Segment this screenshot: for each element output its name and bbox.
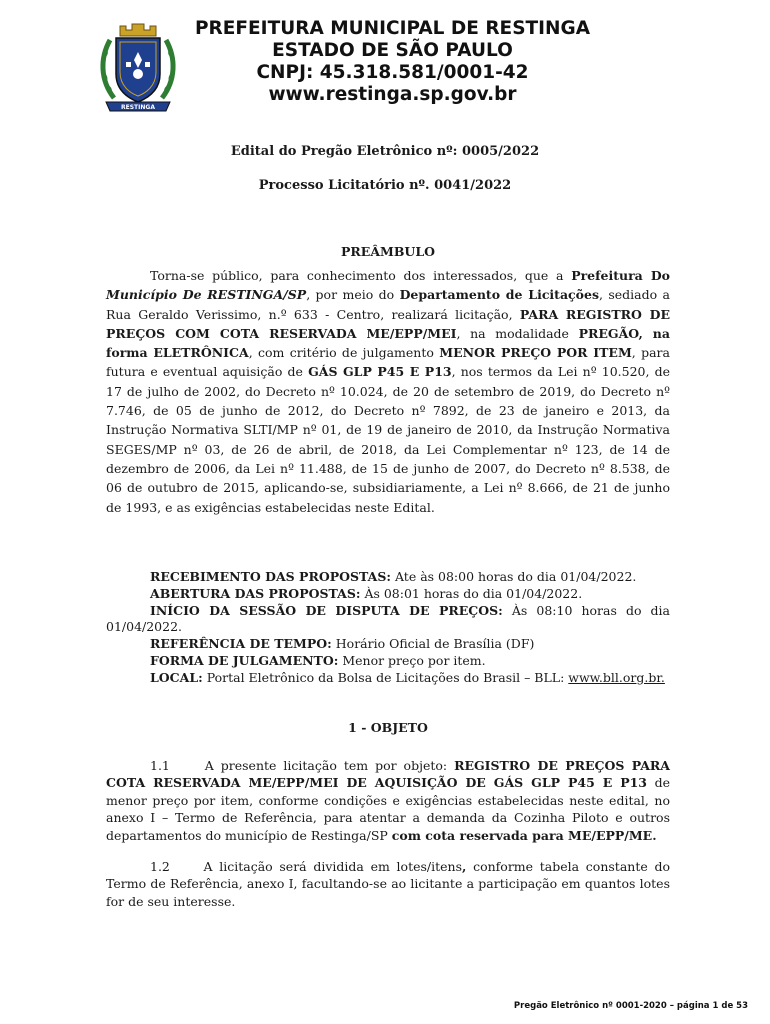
objeto-heading: 1 - OBJETO: [348, 720, 428, 735]
local-line: LOCAL: Portal Eletrônico da Bolsa de Licitações do Brasil – BLL: www.bll.org.br.: [150, 669, 665, 685]
org-name: PREFEITURA MUNICIPAL DE RESTINGA: [194, 18, 591, 39]
bll-link[interactable]: www.bll.org.br.: [568, 669, 665, 685]
ref-line: REFERÊNCIA DE TEMPO: Horário Oficial de Brasília (DF): [150, 636, 535, 652]
svg-text:RESTINGA: RESTINGA: [121, 104, 155, 111]
clause-1-1: 1.1 A presente licitação tem por objeto: REGISTRO DE PREÇOS PARA COTA RESERVADA ME/EPP/MEI DE AQUISIÇÃO DE GÁS GLP P45 E P13 de menor preço por item, conforme condições e exigências estabelecidas neste edital, no anexo I – Termo de Referência, para atentar a demanda da Cozinha Piloto e outros departamentos do município de Restinga/SP com cota reservada para ME/EPP/ME.: [106, 758, 670, 843]
forma-line: FORMA DE JULGAMENTO: Menor preço por item.: [150, 652, 486, 668]
process-number: Processo Licitatório nº. 0041/2022: [258, 178, 512, 193]
edital-title: Edital do Pregão Eletrônico nº: 0005/2022: [230, 144, 540, 159]
website-link[interactable]: www.restinga.sp.gov.br: [268, 84, 517, 105]
abert-line: ABERTURA DAS PROPOSTAS: Às 08:01 horas do dia 01/04/2022.: [150, 585, 583, 601]
clause-1-2: 1.2 A licitação será dividida em lotes/itens, conforme tabela constante do Termo de Referência, anexo I, facultando-se ao licitante a participação em quantos lotes for de seu interesse.: [106, 859, 670, 909]
page-footer: Pregão Eletrônico nº 0001-2020 – página 1 de 53: [513, 1001, 748, 1011]
preambulo-heading: PREÂMBULO: [341, 244, 435, 259]
receb-line: RECEBIMENTO DAS PROPOSTAS: Ate às 08:00 horas do dia 01/04/2022.: [150, 569, 637, 584]
preambulo-paragraph: Torna-se público, para conhecimento dos interessados, que a Prefeitura Do Município De RESTINGA/SP, por meio do Departamento de Licitações, sediado a Rua Geraldo Verissimo, n.º 633 - Centro, realizará licitação, PARA REGISTRO DE PREÇOS COM COTA RESERVADA ME/EPP/MEI, na modalidade PREGÃO, na forma ELETRÔNICA, com critério de julgamento MENOR PREÇO POR ITEM, para futura e eventual aquisição de GÁS GLP P45 E P13, nos termos da Lei nº 10.520, de 17 de julho de 2002, do Decreto nº 10.024, de 20 de setembro de 2019, do Decreto nº 7.746, de 05 de junho de 2012, do Decreto nº 7892, de 23 de janeiro e 2013, da Instrução Normativa SLTI/MP nº 01, de 19 de janeiro de 2010, da Instrução Normativa SEGES/MP nº 03, de 26 de abril, de 2018, da Lei Complementar nº 123, de 14 de dezembro de 2006, da Lei nº 11.488, de 15 de junho de 2007, do Decreto nº 8.538, de 06 de outubro de 2015, aplicando-se, subsidiariamente, a Lei nº 8.666, de 21 de junho de 1993, e as exigências estabelecidas neste Edital.: [106, 268, 671, 515]
dates-block: [106, 569, 670, 687]
state-name: ESTADO DE SÃO PAULO: [272, 40, 513, 61]
letterhead: [185, 18, 600, 106]
cnpj: CNPJ: 45.318.581/0001-42: [256, 62, 529, 83]
inicio-line: INÍCIO DA SESSÃO DE DISPUTA DE PREÇOS: Às 08:10 horas do dia 01/04/2022.: [106, 602, 670, 635]
coat-of-arms-logo: [96, 18, 180, 114]
